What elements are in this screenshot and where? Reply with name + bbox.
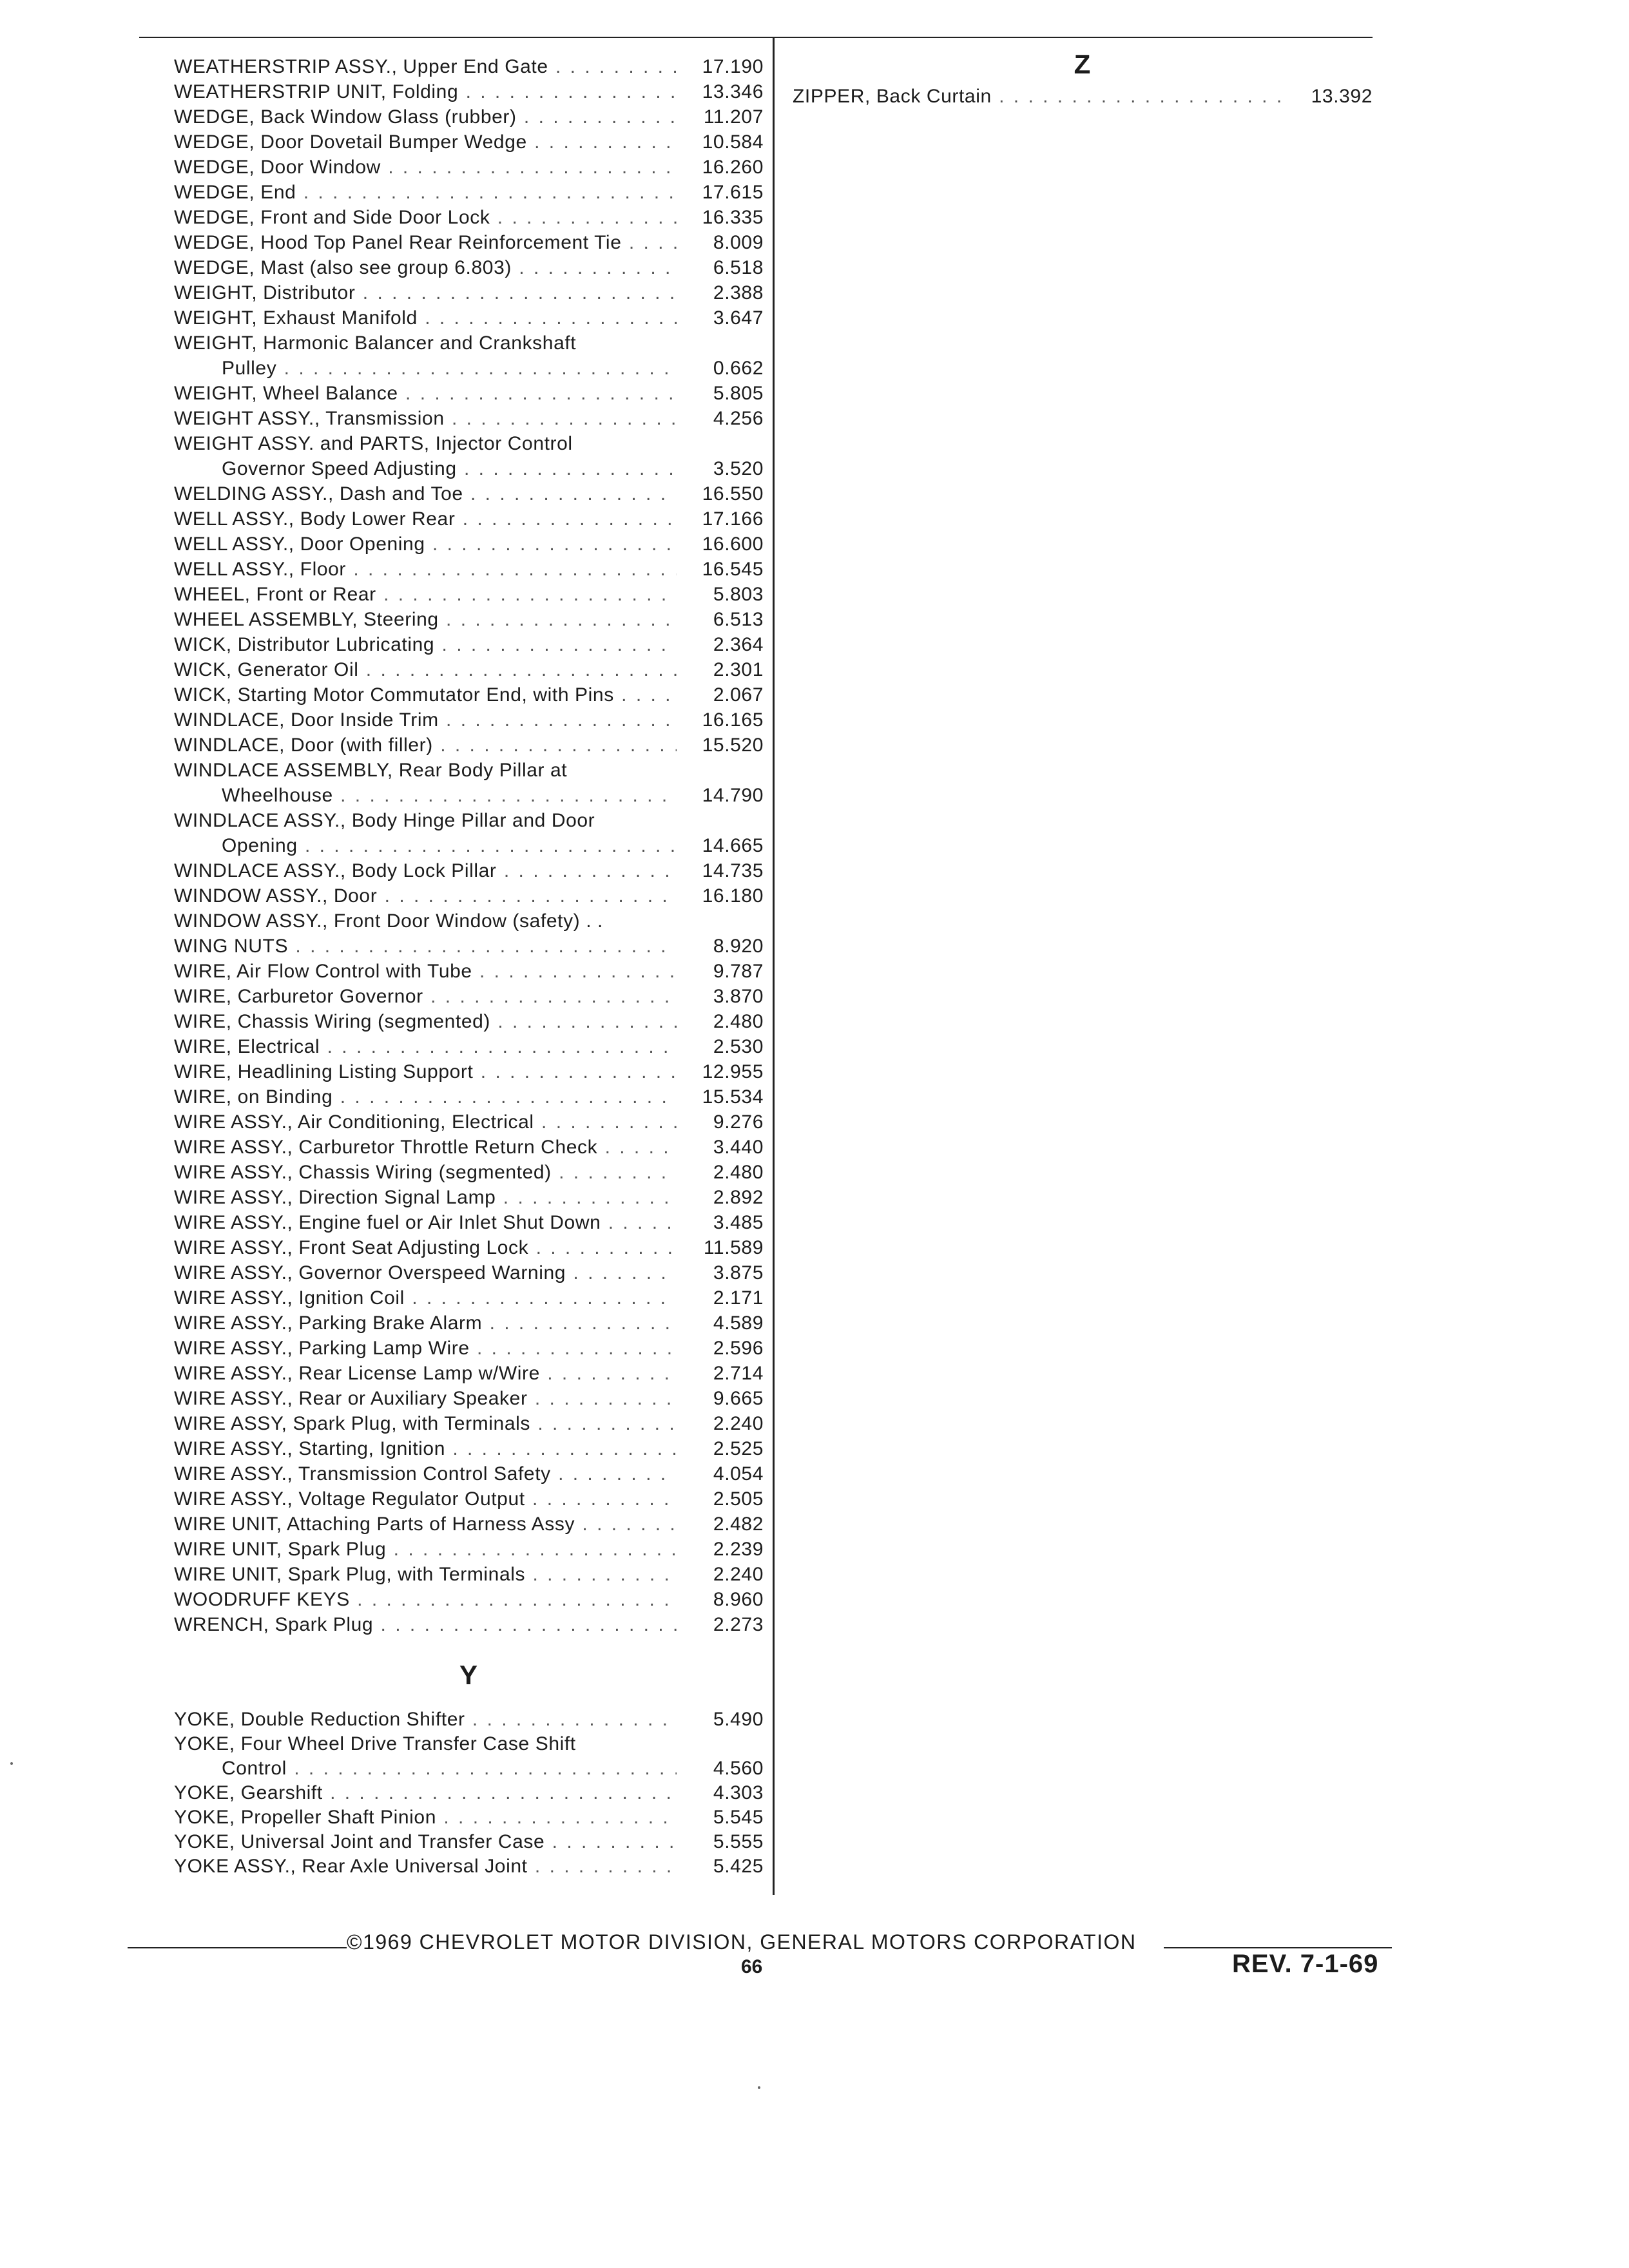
entry-name: WING NUTS . . . [174,934,677,959]
index-entry [174,984,764,1009]
entry-page-ref: 14.735 [702,860,764,881]
index-entry [174,833,764,858]
entry-page-ref: 14.790 [702,785,764,806]
entry-page-ref: 3.485 [713,1212,764,1233]
index-entry [174,1160,764,1185]
entry-name: WIRE ASSY., Carburetor Throttle Return Check . . . [174,1135,677,1160]
index-entry [174,230,764,255]
entry-page-ref: 2.171 [713,1287,764,1309]
entry-name: WIRE ASSY., Rear License Lamp w/Wire . . . [174,1361,677,1386]
index-entry [174,783,764,808]
right-column [793,45,1373,109]
entry-name: WEIGHT ASSY. and PARTS, Injector Control [174,433,573,454]
index-entry [174,1562,764,1587]
index-entry [174,883,764,908]
entry-page-ref: 8.920 [713,936,764,957]
index-entry [174,280,764,305]
index-entry [174,1210,764,1235]
index-entry [174,155,764,180]
entry-page-ref: 2.525 [713,1438,764,1459]
entry-page-ref: 12.955 [702,1061,764,1082]
entry-name: WIRE ASSY., Governor Overspeed Warning . . . [174,1260,677,1285]
entry-name: WEIGHT, Wheel Balance . . . [174,381,677,406]
entry-page-ref: 2.388 [713,282,764,303]
entry-page-ref: 3.875 [713,1262,764,1283]
entry-page-ref: 2.240 [713,1564,764,1585]
index-entry [174,934,764,959]
entry-page-ref: 16.180 [702,885,764,907]
entry-name: Control . . . [222,1756,677,1781]
section-z-list [793,84,1373,109]
entry-page-ref: 2.505 [713,1488,764,1510]
index-entry [174,506,764,532]
entry-page-ref: 8.009 [713,232,764,253]
entry-name: WIRE, Chassis Wiring (segmented) . . . [174,1009,677,1034]
index-entry [174,1486,764,1512]
entry-name: WEDGE, Door Dovetail Bumper Wedge . . . [174,130,677,155]
index-entry [174,733,764,758]
entry-page-ref: 16.550 [702,483,764,505]
index-entry [174,1336,764,1361]
entry-page-ref: 6.513 [713,609,764,630]
entry-page-ref: 9.787 [713,961,764,982]
page-number: 66 [741,1956,763,1977]
entry-page-ref: 2.239 [713,1539,764,1560]
entry-name: WIRE, on Binding . . . [174,1084,677,1110]
entry-name: WICK, Starting Motor Commutator End, with Pins . . . [174,682,677,707]
entry-page-ref: 11.589 [703,1237,764,1258]
index-entry [174,1235,764,1260]
entry-page-ref: 5.425 [713,1856,764,1877]
index-entry [174,1830,764,1854]
entry-page-ref: 15.520 [702,735,764,756]
index-entry [174,1756,764,1781]
index-entry [174,54,764,79]
entry-name: WEIGHT, Harmonic Balancer and Crankshaft [174,332,577,354]
entry-page-ref: 16.165 [702,709,764,731]
entry-name: WICK, Distributor Lubricating . . . [174,632,677,657]
entry-name: YOKE, Propeller Shaft Pinion . . . [174,1805,677,1830]
entry-page-ref: 16.600 [702,533,764,555]
entry-name: WIRE ASSY., Voltage Regulator Output . . . [174,1486,677,1512]
entry-page-ref: 3.440 [713,1137,764,1158]
index-entry [174,1436,764,1461]
revision-date: REV. 7-1-69 [1232,1950,1379,1978]
entry-page-ref: 2.273 [713,1614,764,1635]
top-rule [139,37,1373,38]
entry-page-ref: 2.892 [713,1187,764,1208]
entry-name: Governor Speed Adjusting . . . [222,456,677,481]
footer-rule-left [128,1947,347,1948]
entry-page-ref: 2.240 [713,1413,764,1434]
index-entry [174,1411,764,1436]
entry-page-ref: 4.054 [713,1463,764,1485]
scan-speck [10,1762,13,1765]
section-heading-z: Z [1074,49,1092,79]
entry-page-ref: 15.534 [702,1086,764,1108]
entry-page-ref: 2.480 [713,1162,764,1183]
index-entry [174,758,764,783]
index-entry [174,682,764,707]
entry-page-ref: 3.520 [713,458,764,479]
entry-page-ref: 11.207 [703,106,764,128]
footer-rule-right [1164,1947,1392,1948]
entry-name: WEDGE, Hood Top Panel Rear Reinforcement Tie . . . [174,230,677,255]
index-entry [174,1732,764,1756]
entry-page-ref: 5.805 [713,383,764,404]
index-entry [174,381,764,406]
entry-page-ref: 16.335 [702,207,764,228]
entry-page-ref: 13.346 [702,81,764,102]
entry-page-ref: 17.190 [702,56,764,77]
index-entry [174,456,764,481]
entry-name: WIRE ASSY., Rear or Auxiliary Speaker . . . [174,1386,677,1411]
index-entry [174,582,764,607]
index-entry [174,205,764,230]
index-entry [174,331,764,356]
entry-page-ref: 2.530 [713,1036,764,1057]
index-entry [793,84,1373,109]
section-y [174,1643,764,1879]
index-entry [174,959,764,984]
entry-name: Opening . . . [222,833,677,858]
index-entry [174,305,764,331]
footer-copyright: ©1969 CHEVROLET MOTOR DIVISION, GENERAL MOTORS CORPORATION [347,1930,1137,1954]
entry-name: WINDLACE ASSY., Body Lock Pillar . . . [174,858,677,883]
entry-name: WHEEL ASSEMBLY, Steering . . . [174,607,677,632]
entry-name: WIRE, Carburetor Governor . . . [174,984,677,1009]
entry-name: WEDGE, Mast (also see group 6.803) . . . [174,255,677,280]
index-entry [174,1386,764,1411]
index-entry [174,79,764,104]
entry-name: WIRE ASSY., Air Conditioning, Electrical . . . [174,1110,677,1135]
index-entry [174,1461,764,1486]
entry-page-ref: 4.589 [713,1312,764,1334]
entry-name: WEATHERSTRIP ASSY., Upper End Gate . . . [174,54,677,79]
index-entry [174,1285,764,1311]
entry-name: WIRE ASSY., Engine fuel or Air Inlet Shut Down . . . [174,1210,677,1235]
entry-page-ref: 2.480 [713,1011,764,1032]
entry-name: WEIGHT ASSY., Transmission . . . [174,406,677,431]
entry-name: WIRE UNIT, Attaching Parts of Harness Assy . . . [174,1512,677,1537]
entry-name: WEDGE, Back Window Glass (rubber) . . . [174,104,677,130]
index-entry [174,532,764,557]
index-entry [174,908,764,934]
entry-name: WELL ASSY., Floor . . . [174,557,677,582]
entry-name: WIRE ASSY., Starting, Ignition . . . [174,1436,677,1461]
index-entry [174,1084,764,1110]
column-divider [773,38,775,1895]
index-entry [174,1009,764,1034]
index-entry [174,481,764,506]
index-entry [174,632,764,657]
entry-name: WINDLACE, Door Inside Trim . . . [174,707,677,733]
entry-page-ref: 10.584 [702,131,764,153]
entry-page-ref: 4.303 [713,1782,764,1803]
index-entry [174,1854,764,1879]
index-entry [174,808,764,833]
entry-page-ref: 13.392 [1311,86,1373,107]
entry-page-ref: 3.870 [713,986,764,1007]
index-entry [174,858,764,883]
index-entry [174,1110,764,1135]
entry-page-ref: 9.276 [713,1111,764,1133]
entry-name: YOKE, Double Reduction Shifter . . . [174,1707,677,1732]
entry-name: YOKE, Universal Joint and Transfer Case . . . [174,1830,677,1854]
index-entry [174,104,764,130]
entry-page-ref: 17.615 [702,182,764,203]
scan-speck [758,2086,760,2089]
index-entry [174,130,764,155]
entry-name: Pulley . . . [222,356,677,381]
index-entry [174,1512,764,1537]
entry-name: WHEEL, Front or Rear . . . [174,582,677,607]
index-entry [174,1805,764,1830]
section-heading-y: Y [459,1660,478,1690]
entry-name: WIRE UNIT, Spark Plug, with Terminals . . . [174,1562,677,1587]
entry-page-ref: 2.067 [713,684,764,706]
entry-name: WIRE ASSY., Ignition Coil . . . [174,1285,677,1311]
entry-name: WEIGHT, Exhaust Manifold . . . [174,305,677,331]
index-entry [174,1612,764,1637]
entry-page-ref: 2.482 [713,1514,764,1535]
index-entry [174,1781,764,1805]
entry-name: WEIGHT, Distributor . . . [174,280,677,305]
entry-page-ref: 14.665 [702,835,764,856]
entry-name: WRENCH, Spark Plug . . . [174,1612,677,1637]
entry-name: WICK, Generator Oil . . . [174,657,677,682]
entry-page-ref: 2.714 [713,1363,764,1384]
index-entry [174,1707,764,1732]
entry-name: YOKE ASSY., Rear Axle Universal Joint . . . [174,1854,677,1879]
entry-name: WIRE ASSY., Parking Lamp Wire . . . [174,1336,677,1361]
index-entry [174,356,764,381]
entry-name: WIRE UNIT, Spark Plug . . . [174,1537,677,1562]
entry-page-ref: 0.662 [713,358,764,379]
entry-name: WINDOW ASSY., Front Door Window (safety) . . [174,910,603,932]
entry-page-ref: 5.803 [713,584,764,605]
entry-page-ref: 2.596 [713,1338,764,1359]
entry-name: WINDLACE ASSY., Body Hinge Pillar and Door [174,810,595,831]
entry-name: ZIPPER, Back Curtain . . . [793,84,1286,109]
entry-page-ref: 2.364 [713,634,764,655]
entry-name: YOKE, Four Wheel Drive Transfer Case Shift [174,1733,576,1754]
entry-name: Wheelhouse . . . [222,783,677,808]
index-entry [174,607,764,632]
section-y-list [174,1707,764,1879]
index-entry [174,1311,764,1336]
entry-page-ref: 5.490 [713,1709,764,1730]
index-entry [174,406,764,431]
entry-name: YOKE, Gearshift . . . [174,1781,677,1805]
index-entry [174,1185,764,1210]
entry-name: WIRE ASSY., Transmission Control Safety . . . [174,1461,677,1486]
index-entry [174,1361,764,1386]
entry-name: WINDOW ASSY., Door . . . [174,883,677,908]
index-entry [174,1135,764,1160]
index-entry [174,1260,764,1285]
entry-name: WEDGE, Front and Side Door Lock . . . [174,205,677,230]
entry-name: WIRE, Headlining Listing Support . . . [174,1059,677,1084]
index-entry [174,1587,764,1612]
entry-page-ref: 4.560 [713,1758,764,1779]
entry-name: WIRE ASSY., Direction Signal Lamp . . . [174,1185,677,1210]
entry-page-ref: 16.545 [702,559,764,580]
entry-page-ref: 9.665 [713,1388,764,1409]
index-entry [174,657,764,682]
entry-page-ref: 8.960 [713,1589,764,1610]
entry-name: WOODRUFF KEYS . . . [174,1587,677,1612]
entry-name: WIRE ASSY., Parking Brake Alarm . . . [174,1311,677,1336]
entry-name: WINDLACE ASSEMBLY, Rear Body Pillar at [174,760,568,781]
entry-page-ref: 6.518 [713,257,764,278]
entry-name: WELDING ASSY., Dash and Toe . . . [174,481,677,506]
entry-name: WELL ASSY., Body Lower Rear . . . [174,506,677,532]
entry-page-ref: 4.256 [713,408,764,429]
entry-name: WELL ASSY., Door Opening . . . [174,532,677,557]
entry-name: WIRE, Electrical . . . [174,1034,677,1059]
index-entry [174,180,764,205]
index-entry [174,255,764,280]
entry-name: WIRE, Air Flow Control with Tube . . . [174,959,677,984]
index-entry [174,431,764,456]
entry-page-ref: 2.301 [713,659,764,680]
entry-page-ref: 3.647 [713,307,764,329]
left-column [174,54,764,1637]
entry-name: WIRE ASSY, Spark Plug, with Terminals . . . [174,1411,677,1436]
entry-page-ref: 16.260 [702,157,764,178]
entry-name: WIRE ASSY., Front Seat Adjusting Lock . . . [174,1235,677,1260]
entry-name: WEATHERSTRIP UNIT, Folding . . . [174,79,677,104]
index-entry [174,707,764,733]
index-entry [174,1059,764,1084]
entry-page-ref: 17.166 [702,508,764,530]
index-entry [174,1537,764,1562]
index-entry [174,1034,764,1059]
index-entry [174,557,764,582]
entry-page-ref: 5.545 [713,1807,764,1828]
entry-name: WIRE ASSY., Chassis Wiring (segmented) . . . [174,1160,677,1185]
entry-name: WEDGE, End . . . [174,180,677,205]
entry-name: WEDGE, Door Window . . . [174,155,677,180]
entry-name: WINDLACE, Door (with filler) . . . [174,733,677,758]
entry-page-ref: 5.555 [713,1831,764,1852]
